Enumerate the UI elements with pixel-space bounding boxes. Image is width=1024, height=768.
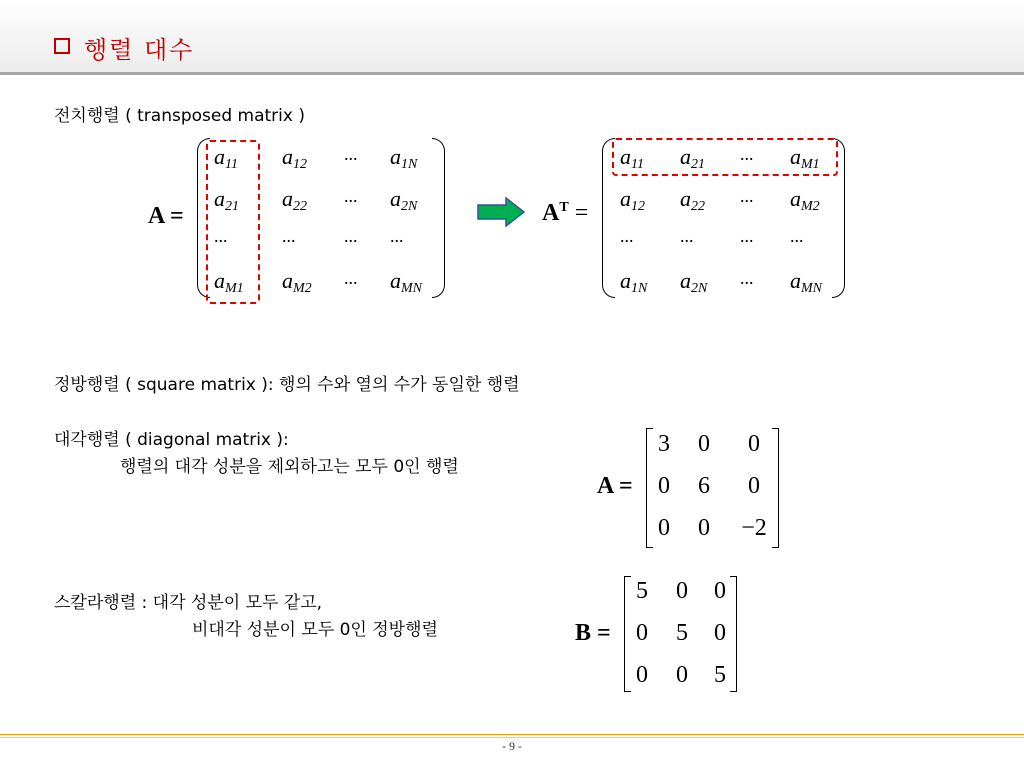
matrix-entry: 0 (748, 473, 760, 499)
matrix-at-label: $A^T$ = (542, 200, 589, 226)
matrix-entry: $a_{M2}$ (282, 268, 312, 296)
page-number: - 9 - (502, 739, 522, 753)
matrix-entry: $a_{21}$ (680, 144, 705, 172)
matrix-entry: $a_{MN}$ (790, 268, 822, 296)
matrix-entry: ... (344, 268, 358, 288)
matrix-entry: 0 (698, 431, 710, 457)
matrix-entry: $a_{M1}$ (790, 144, 820, 172)
matrix-entry: 5 (636, 578, 648, 604)
matrix-entry: ... (740, 226, 754, 246)
matrix-entry: $a_{2N}$ (390, 186, 418, 214)
header-divider (0, 72, 1024, 75)
matrix-entry: $a_{M2}$ (790, 186, 820, 214)
footer-divider (0, 734, 1024, 735)
footer-divider-secondary (0, 737, 1024, 738)
matrix-entry: 0 (714, 578, 726, 604)
matrix-entry: ... (790, 226, 804, 246)
matrix-entry: ... (282, 226, 296, 246)
matrix-entry: ... (740, 186, 754, 206)
matrix-a-label: A = (148, 203, 184, 229)
slide-title: 행렬 대수 (84, 36, 195, 64)
matrix-entry: $a_{22}$ (680, 186, 705, 214)
matrix-entry: 0 (636, 662, 648, 688)
matrix-a-right-paren (432, 138, 445, 298)
matrix-entry: ... (740, 268, 754, 288)
matrix-entry: 0 (658, 473, 670, 499)
matrix-entry: 0 (636, 620, 648, 646)
matrix-entry: 5 (714, 662, 726, 688)
diagonal-label: A = (597, 473, 633, 499)
matrix-entry: ... (620, 226, 634, 246)
square-matrix-line: 정방행렬 ( square matrix ): 행의 수와 열의 수가 동일한 행렬 (54, 375, 520, 395)
matrix-entry: $a_{21}$ (214, 186, 239, 214)
matrix-entry: ... (214, 226, 228, 246)
scalar-label: B = (575, 620, 611, 646)
matrix-entry: ... (344, 226, 358, 246)
checkbox-bullet-icon (54, 38, 70, 54)
matrix-entry: $a_{1N}$ (620, 268, 648, 296)
diagonal-desc: 행렬의 대각 성분을 제외하고는 모두 0인 행렬 (120, 457, 459, 477)
matrix-entry: $a_{1N}$ (390, 144, 418, 172)
matrix-entry: 0 (658, 515, 670, 541)
diagonal-heading: 대각행렬 ( diagonal matrix ): (54, 430, 289, 450)
matrix-entry: 0 (698, 515, 710, 541)
matrix-entry: 6 (698, 473, 710, 499)
matrix-entry: ... (344, 144, 358, 164)
matrix-entry: $a_{11}$ (620, 144, 644, 172)
scalar-line-1: 스칼라행렬 : 대각 성분이 모두 같고, (54, 593, 323, 613)
scalar-desc-2: 비대각 성분이 모두 0인 정방행렬 (192, 620, 438, 640)
matrix-entry: $a_{12}$ (282, 144, 307, 172)
matrix-entry: ... (680, 226, 694, 246)
matrix-entry: 0 (714, 620, 726, 646)
transpose-heading: 전치행렬 ( transposed matrix ) (54, 106, 305, 126)
right-arrow-icon (476, 196, 526, 228)
matrix-entry: $a_{2N}$ (680, 268, 708, 296)
matrix-entry: $a_{M1}$ (214, 268, 244, 296)
matrix-entry: $a_{MN}$ (390, 268, 422, 296)
matrix-entry: 5 (676, 620, 688, 646)
matrix-entry: 0 (748, 431, 760, 457)
matrix-entry: $a_{22}$ (282, 186, 307, 214)
matrix-entry: 0 (676, 578, 688, 604)
column-highlight-box (206, 140, 260, 304)
matrix-entry: ... (740, 144, 754, 164)
matrix-entry: $a_{12}$ (620, 186, 645, 214)
row-highlight-box (612, 138, 838, 176)
matrix-entry: ... (344, 186, 358, 206)
matrix-entry: 3 (658, 431, 670, 457)
matrix-entry: −2 (741, 515, 767, 541)
matrix-entry: $a_{11}$ (214, 144, 238, 172)
matrix-entry: 0 (676, 662, 688, 688)
matrix-entry: ... (390, 226, 404, 246)
